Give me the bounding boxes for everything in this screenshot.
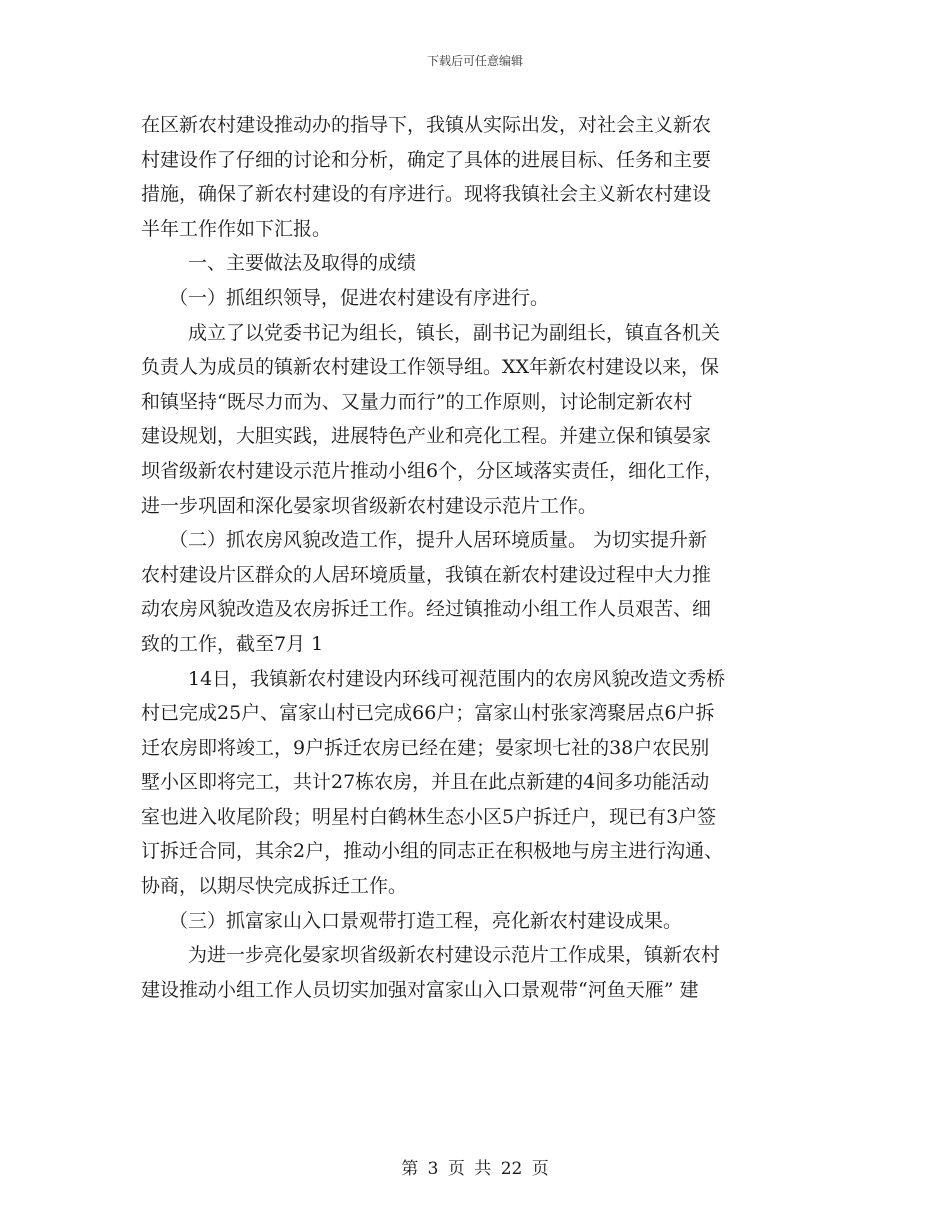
text-line: 村建设作了仔细的讨论和分析，确定了具体的进展目标、任务和主要 xyxy=(141,148,712,171)
text-line: 为进一步亮化晏家坝省级新农村建设示范片工作成果，镇新农村 xyxy=(188,944,721,967)
text-line: 致的工作，截至7月 1 xyxy=(141,632,324,655)
text-line: 协商，以期尽快完成拆迁工作。 xyxy=(141,875,408,898)
document-body xyxy=(141,108,811,1007)
text-line: 墅小区即将完工，共计27栋农房，并且在此点新建的4间多功能活动 xyxy=(141,771,710,794)
text-line: 在区新农村建设推动办的指导下，我镇从实际出发，对社会主义新农 xyxy=(141,114,712,136)
subsection-heading: （二）抓农房风貌改造工作，提升人居环境质量。 为切实提升新 xyxy=(169,529,708,552)
text-line: 和镇坚持“既尽力而为、又量力而行”的工作原则，讨论制定新农村 xyxy=(141,390,693,413)
subsection-heading: （三）抓富家山入口景观带打造工程，亮化新农村建设成果。 xyxy=(169,909,683,932)
text-line: 成立了以党委书记为组长，镇长，副书记为副组长，镇直各机关 xyxy=(188,321,721,344)
text-line: 迁农房即将竣工，9户拆迁农房已经在建；晏家坝七社的38户农民别 xyxy=(141,736,710,759)
text-line: 建设推动小组工作人员切实加强对富家山入口景观带“河鱼天雁” 建 xyxy=(141,978,699,1001)
page-footer: 第 3 页 共 22 页 xyxy=(401,1159,549,1179)
page-header: 下载后可任意编辑 xyxy=(426,54,523,68)
text-line: 半年工作作如下汇报。 xyxy=(141,217,332,240)
text-line: 农村建设片区群众的人居环境质量，我镇在新农村建设过程中大力推 xyxy=(141,563,712,586)
text-line: 坝省级新农村建设示范片推动小组6个，分区域落实责任，细化工作， xyxy=(141,459,724,482)
text-line: 室也进入收尾阶段；明星村白鹤林生态小区5户拆迁户，现已有3户签 xyxy=(141,805,717,828)
text-line: 进一步巩固和深化晏家坝省级新农村建设示范片工作。 xyxy=(141,494,598,517)
text-line: 村已完成25户、富家山村已完成66户；富家山村张家湾聚居点6户拆 xyxy=(141,702,715,725)
text-line: 措施，确保了新农村建设的有序进行。现将我镇社会主义新农村建设 xyxy=(141,183,712,206)
subsection-heading: （一）抓组织领导，促进农村建设有序进行。 xyxy=(169,286,550,309)
text-line: 订拆迁合同，其余2户，推动小组的同志正在积极地与房主进行沟通、 xyxy=(141,840,724,863)
text-line: 动农房风貌改造及农房拆迁工作。经过镇推动小组工作人员艰苦、细 xyxy=(141,598,712,621)
text-line: 负责人为成员的镇新农村建设工作领导组。XX年新农村建设以来，保 xyxy=(141,356,720,379)
section-heading: 一、主要做法及取得的成绩 xyxy=(188,252,417,275)
text-line: 14日，我镇新农村建设内环线可视范围内的农房风貌改造文秀桥 xyxy=(188,667,726,690)
text-line: 建设规划，大胆实践，进展特色产业和亮化工程。并建立保和镇晏家 xyxy=(141,425,712,448)
